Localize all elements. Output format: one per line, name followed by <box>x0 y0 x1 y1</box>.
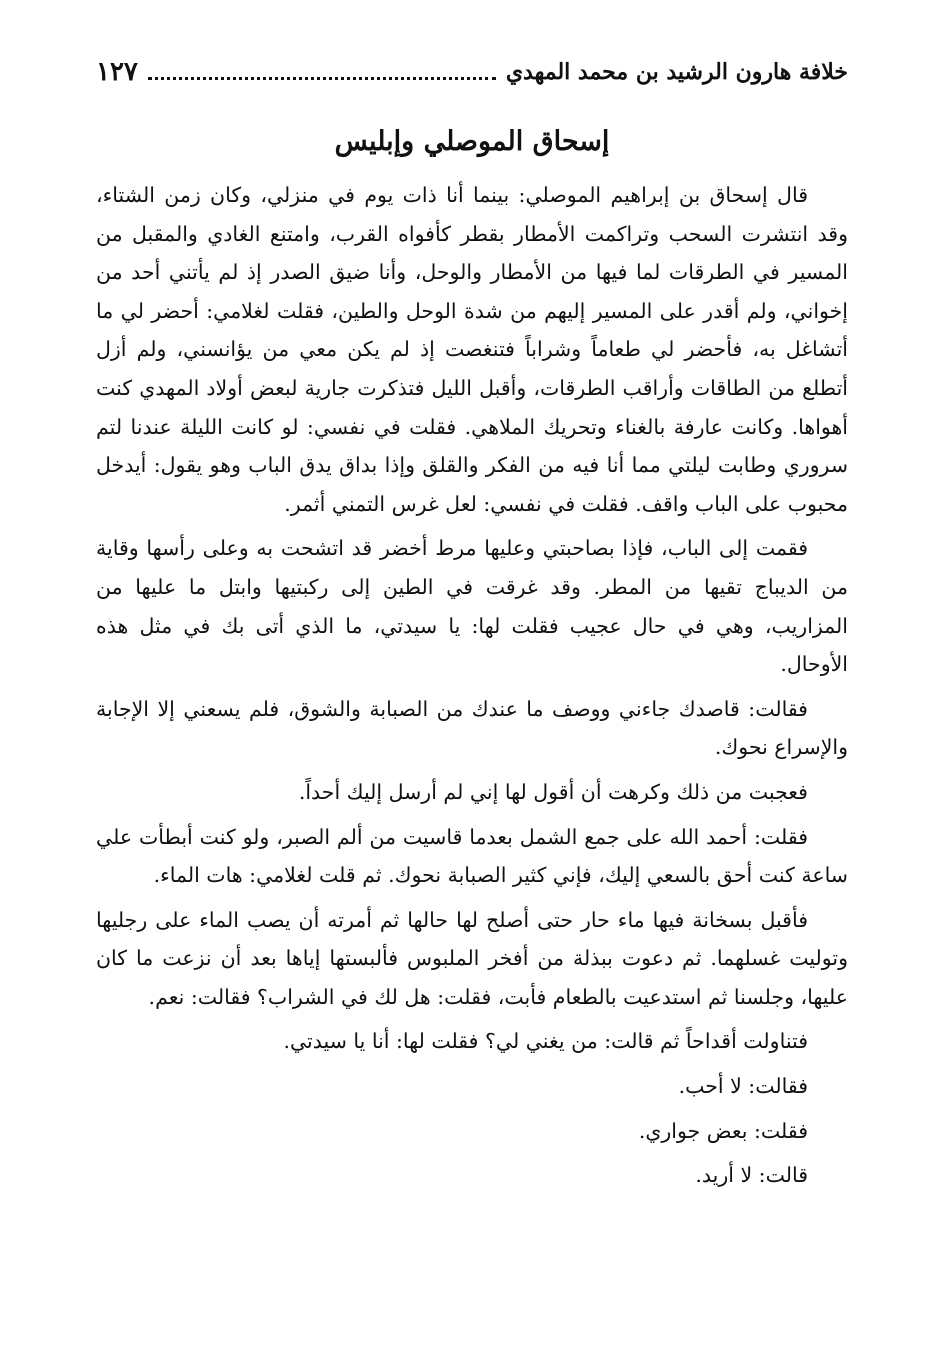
leader-dots <box>148 77 496 80</box>
paragraph-10: قالت: لا أريد. <box>695 1163 808 1188</box>
paragraph-2: فقمت إلى الباب، فإذا بصاحبتي وعليها مرط أخضر قد اتشحت به وعلى رأسها وقاية من الديباج تقيها من المطر. وقد غرقت في الطين إلى ركبتيها وابتل ما عليها من المزاريب، وهي في حال عجيب فقلت لها: يا سيدتي، ما الذي أتى بك في مثل هذه الأوحال. <box>96 536 848 677</box>
paragraph-1: قال إسحاق بن إبراهيم الموصلي: بينما أنا ذات يوم في منزلي، وكان زمن الشتاء، وقد انتشرت السحب وتراكمت الأمطار بقطر كأفواه القرب، وامتنع الغادي والمقبل من المسير في الطرقات لما فيها من الأمطار والوحل، وأنا ضيق الصدر إذ لم يأتني أحد من إخواني، ولم أقدر على المسير إليهم من شدة الوحل والطين، فقلت لغلامي: أحضر لي ما أتشاغل به، فأحضر لي طعاماً وشراباً فتنغصت إذ لم يكن معي من يؤانسني، ولم أزل أتطلع من الطاقات وأراقب الطرقات، وأقبل الليل فتذكرت جارية لبعض أولاد المهدي كنت أهواها. وكانت عارفة بالغناء وتحريك الملاهي. فقلت في نفسي: لو كانت الليلة عندنا لتم سروري وطابت ليلتي مما أنا فيه من الفكر والقلق وإذا بداق يدق الباب وهو يقول: أيدخل محبوب على الباب واقف. فقلت في نفسي: لعل غرس التمني أثمر. <box>96 183 848 516</box>
running-header <box>96 52 848 92</box>
paragraph-8: فقالت: لا أحب. <box>678 1074 808 1099</box>
paragraph-7: فتناولت أقداحاً ثم قالت: من يغني لي؟ فقلت لها: أنا يا سيدتي. <box>283 1029 808 1054</box>
body-text <box>96 176 848 1201</box>
paragraph-3: فقالت: قاصدك جاءني ووصف ما عندك من الصبابة والشوق، فلم يسعني إلا الإجابة والإسراع نحوك. <box>96 696 848 760</box>
paragraph-5: فقلت: أحمد الله على جمع الشمل بعدما قاسيت من ألم الصبر، ولو كنت أبطأت علي ساعة كنت أحق بالسعي إليك، فإني كثير الصبابة نحوك. ثم قلت لغلامي: هات الماء. <box>96 824 848 888</box>
paragraph-4: فعجبت من ذلك وكرهت أن أقول لها إني لم أرسل إليك أحداً. <box>298 779 808 804</box>
chapter-title: إسحاق الموصلي وإبليس <box>334 126 610 157</box>
paragraph-9: فقلت: بعض جواري. <box>638 1118 808 1143</box>
page-number: ١٢٧ <box>96 57 138 87</box>
running-title: خلافة هارون الرشيد بن محمد المهدي <box>505 59 848 85</box>
paragraph-6: فأقبل بسخانة فيها ماء حار حتى أصلح لها حالها ثم أمرته أن يصب الماء على رجليها وتوليت غسلهما. ثم دعوت ببذلة من أفخر الملبوس فألبستها إياها بعد أن نزعت ما كان عليها، وجلسنا ثم استدعيت بالطعام فأبت، فقلت: هل لك في الشراب؟ فقالت: نعم. <box>96 907 848 1009</box>
